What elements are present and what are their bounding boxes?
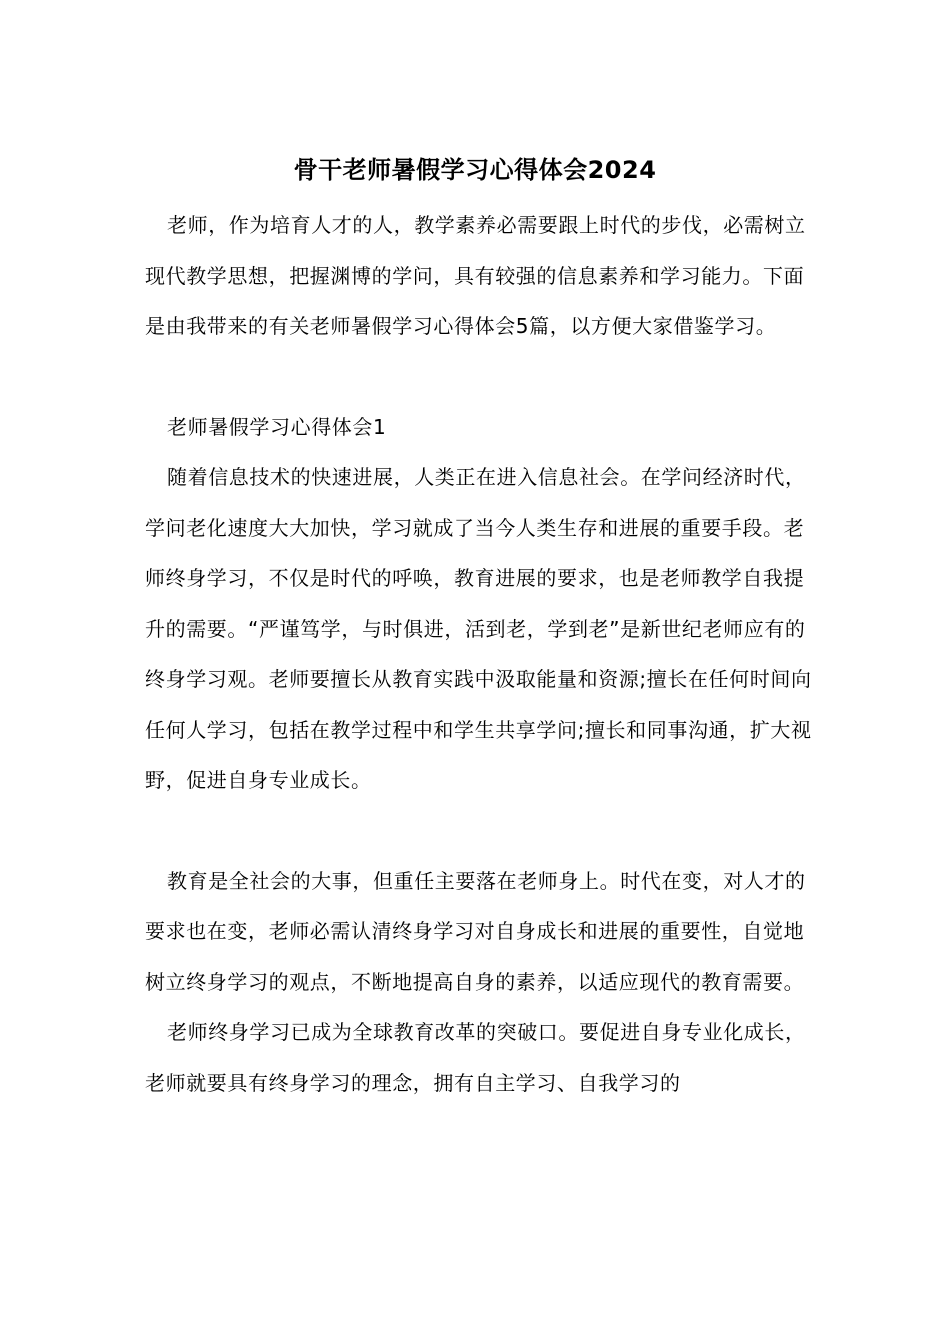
document-title: 骨干老师暑假学习心得体会2024: [293, 156, 657, 184]
document-body: [145, 200, 817, 1108]
body-paragraph: 随着信息技术的快速进展，人类正在进入信息社会。在学问经济时代，学问老化速度大大加快，学习就成了当今人类生存和进展的重要手段。老师终身学习，不仅是时代的呼唤，教育进展的要求，也是老师教学自我提升的需要。“严谨笃学，与时俱进，活到老，学到老”是新世纪老师应有的终身学习观。老师要擅长从教育实践中汲取能量和资源;擅长在任何时间向任何人学习，包括在教学过程中和学生共享学问;擅长和同事沟通，扩大视野，促进自身专业成长。: [145, 465, 812, 792]
body-paragraph: 老师终身学习已成为全球教育改革的突破口。要促进自身专业化成长，老师就要具有终身学习的理念，拥有自主学习、自我学习的: [145, 1020, 806, 1095]
body-paragraph: 教育是全社会的大事，但重任主要落在老师身上。时代在变，对人才的要求也在变，老师必需认清终身学习对自身成长和进展的重要性，自觉地树立终身学习的观点，不断地提高自身的素养，以适应现代的教育需要。: [145, 868, 806, 994]
section-heading: 老师暑假学习心得体会1: [167, 414, 387, 439]
intro-paragraph: 老师，作为培育人才的人，教学素养必需要跟上时代的步伐，必需树立现代教学思想，把握渊博的学问，具有较强的信息素养和学习能力。下面是由我带来的有关老师暑假学习心得体会5篇，以方便大家借鉴学习。: [145, 213, 806, 338]
